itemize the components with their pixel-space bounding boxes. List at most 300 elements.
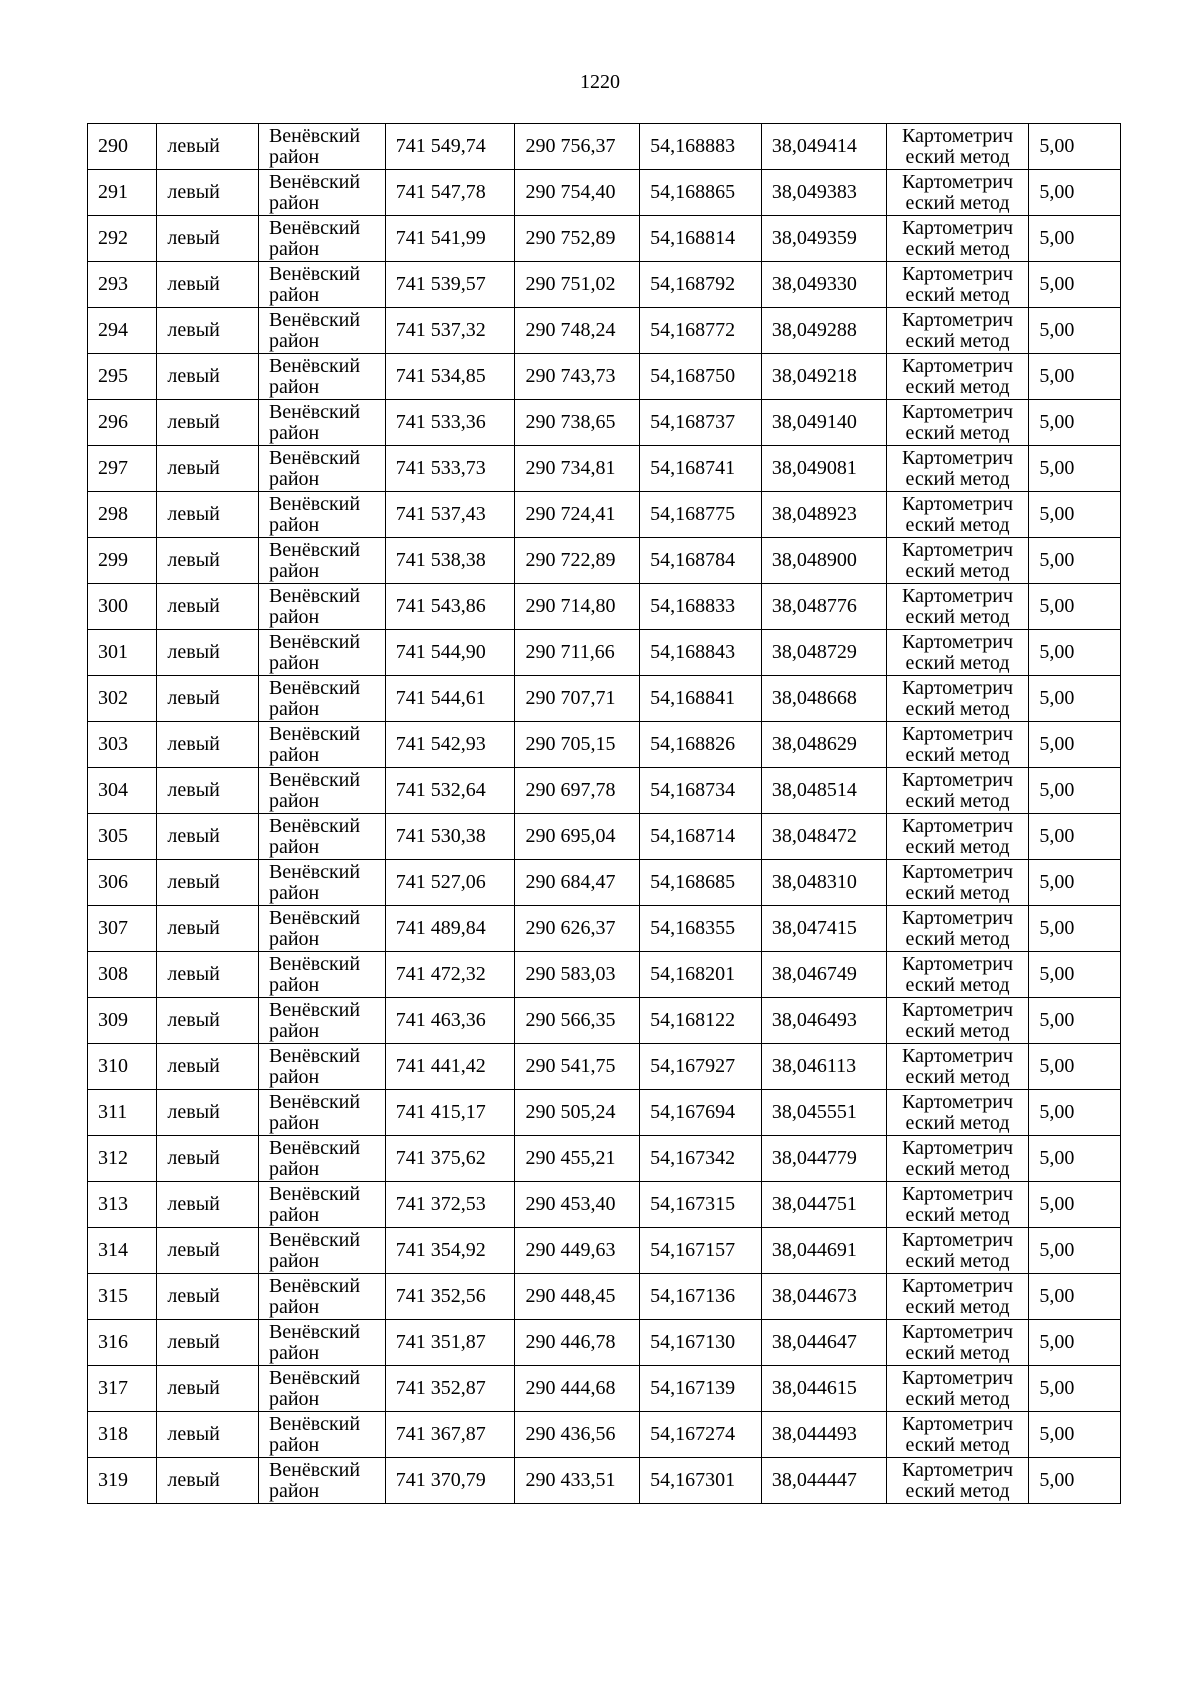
point-number-cell: 302 bbox=[88, 676, 157, 722]
latitude-cell: 54,168355 bbox=[640, 906, 762, 952]
district-cell: Венёвский район bbox=[258, 216, 385, 262]
side-cell: левый bbox=[157, 814, 259, 860]
latitude-cell: 54,168741 bbox=[640, 446, 762, 492]
method-cell: Картометрич еский метод bbox=[886, 538, 1029, 584]
side-cell: левый bbox=[157, 1274, 259, 1320]
longitude-cell: 38,048923 bbox=[761, 492, 886, 538]
longitude-cell: 38,045551 bbox=[761, 1090, 886, 1136]
table-row bbox=[88, 170, 1121, 216]
point-number-cell: 319 bbox=[88, 1458, 157, 1504]
point-number-cell: 291 bbox=[88, 170, 157, 216]
y-coordinate-cell: 290 724,41 bbox=[515, 492, 640, 538]
longitude-cell: 38,044691 bbox=[761, 1228, 886, 1274]
x-coordinate-cell: 741 538,38 bbox=[385, 538, 515, 584]
table-row bbox=[88, 630, 1121, 676]
y-coordinate-cell: 290 436,56 bbox=[515, 1412, 640, 1458]
side-cell: левый bbox=[157, 1136, 259, 1182]
accuracy-cell: 5,00 bbox=[1029, 676, 1121, 722]
side-cell: левый bbox=[157, 952, 259, 998]
district-cell: Венёвский район bbox=[258, 998, 385, 1044]
longitude-cell: 38,046493 bbox=[761, 998, 886, 1044]
latitude-cell: 54,167157 bbox=[640, 1228, 762, 1274]
accuracy-cell: 5,00 bbox=[1029, 952, 1121, 998]
y-coordinate-cell: 290 444,68 bbox=[515, 1366, 640, 1412]
latitude-cell: 54,167315 bbox=[640, 1182, 762, 1228]
accuracy-cell: 5,00 bbox=[1029, 1136, 1121, 1182]
side-cell: левый bbox=[157, 1458, 259, 1504]
method-cell: Картометрич еский метод bbox=[886, 1274, 1029, 1320]
district-cell: Венёвский район bbox=[258, 1320, 385, 1366]
longitude-cell: 38,044493 bbox=[761, 1412, 886, 1458]
point-number-cell: 314 bbox=[88, 1228, 157, 1274]
longitude-cell: 38,049081 bbox=[761, 446, 886, 492]
accuracy-cell: 5,00 bbox=[1029, 1458, 1121, 1504]
y-coordinate-cell: 290 738,65 bbox=[515, 400, 640, 446]
side-cell: левый bbox=[157, 1090, 259, 1136]
latitude-cell: 54,167927 bbox=[640, 1044, 762, 1090]
x-coordinate-cell: 741 530,38 bbox=[385, 814, 515, 860]
point-number-cell: 311 bbox=[88, 1090, 157, 1136]
method-cell: Картометрич еский метод bbox=[886, 768, 1029, 814]
longitude-cell: 38,049359 bbox=[761, 216, 886, 262]
accuracy-cell: 5,00 bbox=[1029, 722, 1121, 768]
method-cell: Картометрич еский метод bbox=[886, 354, 1029, 400]
method-cell: Картометрич еский метод bbox=[886, 1366, 1029, 1412]
method-cell: Картометрич еский метод bbox=[886, 1044, 1029, 1090]
method-cell: Картометрич еский метод bbox=[886, 1136, 1029, 1182]
point-number-cell: 312 bbox=[88, 1136, 157, 1182]
longitude-cell: 38,046749 bbox=[761, 952, 886, 998]
x-coordinate-cell: 741 370,79 bbox=[385, 1458, 515, 1504]
side-cell: левый bbox=[157, 538, 259, 584]
table-row bbox=[88, 1366, 1121, 1412]
table-row bbox=[88, 584, 1121, 630]
latitude-cell: 54,168784 bbox=[640, 538, 762, 584]
point-number-cell: 317 bbox=[88, 1366, 157, 1412]
district-cell: Венёвский район bbox=[258, 1136, 385, 1182]
point-number-cell: 301 bbox=[88, 630, 157, 676]
y-coordinate-cell: 290 449,63 bbox=[515, 1228, 640, 1274]
x-coordinate-cell: 741 354,92 bbox=[385, 1228, 515, 1274]
latitude-cell: 54,168685 bbox=[640, 860, 762, 906]
side-cell: левый bbox=[157, 860, 259, 906]
table-row bbox=[88, 492, 1121, 538]
side-cell: левый bbox=[157, 1228, 259, 1274]
point-number-cell: 308 bbox=[88, 952, 157, 998]
side-cell: левый bbox=[157, 446, 259, 492]
side-cell: левый bbox=[157, 768, 259, 814]
table-row bbox=[88, 538, 1121, 584]
table-row bbox=[88, 400, 1121, 446]
x-coordinate-cell: 741 547,78 bbox=[385, 170, 515, 216]
method-cell: Картометрич еский метод bbox=[886, 860, 1029, 906]
table-row bbox=[88, 906, 1121, 952]
accuracy-cell: 5,00 bbox=[1029, 860, 1121, 906]
accuracy-cell: 5,00 bbox=[1029, 1412, 1121, 1458]
table-row bbox=[88, 1412, 1121, 1458]
district-cell: Венёвский район bbox=[258, 768, 385, 814]
district-cell: Венёвский район bbox=[258, 1274, 385, 1320]
latitude-cell: 54,167694 bbox=[640, 1090, 762, 1136]
latitude-cell: 54,168826 bbox=[640, 722, 762, 768]
x-coordinate-cell: 741 543,86 bbox=[385, 584, 515, 630]
longitude-cell: 38,049288 bbox=[761, 308, 886, 354]
district-cell: Венёвский район bbox=[258, 170, 385, 216]
side-cell: левый bbox=[157, 354, 259, 400]
method-cell: Картометрич еский метод bbox=[886, 170, 1029, 216]
district-cell: Венёвский район bbox=[258, 1366, 385, 1412]
x-coordinate-cell: 741 541,99 bbox=[385, 216, 515, 262]
longitude-cell: 38,044673 bbox=[761, 1274, 886, 1320]
x-coordinate-cell: 741 544,90 bbox=[385, 630, 515, 676]
point-number-cell: 295 bbox=[88, 354, 157, 400]
district-cell: Венёвский район bbox=[258, 308, 385, 354]
table-row bbox=[88, 676, 1121, 722]
y-coordinate-cell: 290 455,21 bbox=[515, 1136, 640, 1182]
latitude-cell: 54,168750 bbox=[640, 354, 762, 400]
point-number-cell: 299 bbox=[88, 538, 157, 584]
x-coordinate-cell: 741 533,36 bbox=[385, 400, 515, 446]
side-cell: левый bbox=[157, 676, 259, 722]
latitude-cell: 54,167136 bbox=[640, 1274, 762, 1320]
table-row bbox=[88, 998, 1121, 1044]
accuracy-cell: 5,00 bbox=[1029, 262, 1121, 308]
point-number-cell: 303 bbox=[88, 722, 157, 768]
x-coordinate-cell: 741 549,74 bbox=[385, 124, 515, 170]
district-cell: Венёвский район bbox=[258, 262, 385, 308]
accuracy-cell: 5,00 bbox=[1029, 814, 1121, 860]
method-cell: Картометрич еский метод bbox=[886, 952, 1029, 998]
coordinates-table bbox=[87, 123, 1121, 1504]
district-cell: Венёвский район bbox=[258, 400, 385, 446]
table-row bbox=[88, 1136, 1121, 1182]
y-coordinate-cell: 290 697,78 bbox=[515, 768, 640, 814]
district-cell: Венёвский район bbox=[258, 906, 385, 952]
longitude-cell: 38,049218 bbox=[761, 354, 886, 400]
latitude-cell: 54,168792 bbox=[640, 262, 762, 308]
district-cell: Венёвский район bbox=[258, 952, 385, 998]
longitude-cell: 38,048900 bbox=[761, 538, 886, 584]
y-coordinate-cell: 290 695,04 bbox=[515, 814, 640, 860]
accuracy-cell: 5,00 bbox=[1029, 1320, 1121, 1366]
latitude-cell: 54,167301 bbox=[640, 1458, 762, 1504]
y-coordinate-cell: 290 448,45 bbox=[515, 1274, 640, 1320]
longitude-cell: 38,049414 bbox=[761, 124, 886, 170]
table-row bbox=[88, 354, 1121, 400]
table-row bbox=[88, 446, 1121, 492]
district-cell: Венёвский район bbox=[258, 124, 385, 170]
table-row bbox=[88, 722, 1121, 768]
longitude-cell: 38,049140 bbox=[761, 400, 886, 446]
method-cell: Картометрич еский метод bbox=[886, 1228, 1029, 1274]
point-number-cell: 309 bbox=[88, 998, 157, 1044]
latitude-cell: 54,168865 bbox=[640, 170, 762, 216]
longitude-cell: 38,049383 bbox=[761, 170, 886, 216]
latitude-cell: 54,168841 bbox=[640, 676, 762, 722]
y-coordinate-cell: 290 722,89 bbox=[515, 538, 640, 584]
x-coordinate-cell: 741 534,85 bbox=[385, 354, 515, 400]
y-coordinate-cell: 290 751,02 bbox=[515, 262, 640, 308]
accuracy-cell: 5,00 bbox=[1029, 446, 1121, 492]
table-row bbox=[88, 1090, 1121, 1136]
district-cell: Венёвский район bbox=[258, 860, 385, 906]
side-cell: левый bbox=[157, 492, 259, 538]
district-cell: Венёвский район bbox=[258, 538, 385, 584]
table-row bbox=[88, 768, 1121, 814]
point-number-cell: 310 bbox=[88, 1044, 157, 1090]
latitude-cell: 54,168833 bbox=[640, 584, 762, 630]
x-coordinate-cell: 741 527,06 bbox=[385, 860, 515, 906]
district-cell: Венёвский район bbox=[258, 1412, 385, 1458]
point-number-cell: 297 bbox=[88, 446, 157, 492]
accuracy-cell: 5,00 bbox=[1029, 998, 1121, 1044]
accuracy-cell: 5,00 bbox=[1029, 584, 1121, 630]
side-cell: левый bbox=[157, 262, 259, 308]
district-cell: Венёвский район bbox=[258, 492, 385, 538]
x-coordinate-cell: 741 367,87 bbox=[385, 1412, 515, 1458]
district-cell: Венёвский район bbox=[258, 676, 385, 722]
longitude-cell: 38,044447 bbox=[761, 1458, 886, 1504]
longitude-cell: 38,048668 bbox=[761, 676, 886, 722]
longitude-cell: 38,046113 bbox=[761, 1044, 886, 1090]
accuracy-cell: 5,00 bbox=[1029, 1182, 1121, 1228]
accuracy-cell: 5,00 bbox=[1029, 1366, 1121, 1412]
table-row bbox=[88, 308, 1121, 354]
latitude-cell: 54,167274 bbox=[640, 1412, 762, 1458]
side-cell: левый bbox=[157, 998, 259, 1044]
table-row bbox=[88, 1458, 1121, 1504]
side-cell: левый bbox=[157, 124, 259, 170]
y-coordinate-cell: 290 707,71 bbox=[515, 676, 640, 722]
x-coordinate-cell: 741 351,87 bbox=[385, 1320, 515, 1366]
longitude-cell: 38,044751 bbox=[761, 1182, 886, 1228]
district-cell: Венёвский район bbox=[258, 446, 385, 492]
point-number-cell: 316 bbox=[88, 1320, 157, 1366]
x-coordinate-cell: 741 532,64 bbox=[385, 768, 515, 814]
latitude-cell: 54,168814 bbox=[640, 216, 762, 262]
latitude-cell: 54,168737 bbox=[640, 400, 762, 446]
latitude-cell: 54,167130 bbox=[640, 1320, 762, 1366]
latitude-cell: 54,167139 bbox=[640, 1366, 762, 1412]
y-coordinate-cell: 290 756,37 bbox=[515, 124, 640, 170]
latitude-cell: 54,168775 bbox=[640, 492, 762, 538]
method-cell: Картометрич еский метод bbox=[886, 1320, 1029, 1366]
side-cell: левый bbox=[157, 216, 259, 262]
table-row bbox=[88, 860, 1121, 906]
point-number-cell: 292 bbox=[88, 216, 157, 262]
side-cell: левый bbox=[157, 584, 259, 630]
x-coordinate-cell: 741 533,73 bbox=[385, 446, 515, 492]
point-number-cell: 307 bbox=[88, 906, 157, 952]
side-cell: левый bbox=[157, 906, 259, 952]
y-coordinate-cell: 290 566,35 bbox=[515, 998, 640, 1044]
side-cell: левый bbox=[157, 630, 259, 676]
longitude-cell: 38,048729 bbox=[761, 630, 886, 676]
x-coordinate-cell: 741 472,32 bbox=[385, 952, 515, 998]
side-cell: левый bbox=[157, 400, 259, 446]
accuracy-cell: 5,00 bbox=[1029, 124, 1121, 170]
district-cell: Венёвский район bbox=[258, 354, 385, 400]
point-number-cell: 304 bbox=[88, 768, 157, 814]
method-cell: Картометрич еский метод bbox=[886, 216, 1029, 262]
longitude-cell: 38,049330 bbox=[761, 262, 886, 308]
side-cell: левый bbox=[157, 722, 259, 768]
table-row bbox=[88, 124, 1121, 170]
longitude-cell: 38,048629 bbox=[761, 722, 886, 768]
table-row bbox=[88, 1182, 1121, 1228]
table-row bbox=[88, 1228, 1121, 1274]
x-coordinate-cell: 741 375,62 bbox=[385, 1136, 515, 1182]
point-number-cell: 305 bbox=[88, 814, 157, 860]
table-row bbox=[88, 1320, 1121, 1366]
district-cell: Венёвский район bbox=[258, 1182, 385, 1228]
point-number-cell: 318 bbox=[88, 1412, 157, 1458]
x-coordinate-cell: 741 542,93 bbox=[385, 722, 515, 768]
y-coordinate-cell: 290 711,66 bbox=[515, 630, 640, 676]
x-coordinate-cell: 741 489,84 bbox=[385, 906, 515, 952]
method-cell: Картометрич еский метод bbox=[886, 1182, 1029, 1228]
y-coordinate-cell: 290 453,40 bbox=[515, 1182, 640, 1228]
point-number-cell: 306 bbox=[88, 860, 157, 906]
point-number-cell: 296 bbox=[88, 400, 157, 446]
method-cell: Картометрич еский метод bbox=[886, 722, 1029, 768]
table-row bbox=[88, 216, 1121, 262]
y-coordinate-cell: 290 752,89 bbox=[515, 216, 640, 262]
accuracy-cell: 5,00 bbox=[1029, 170, 1121, 216]
y-coordinate-cell: 290 743,73 bbox=[515, 354, 640, 400]
accuracy-cell: 5,00 bbox=[1029, 906, 1121, 952]
point-number-cell: 298 bbox=[88, 492, 157, 538]
table-row bbox=[88, 1044, 1121, 1090]
page-number: 1220 bbox=[580, 71, 620, 93]
y-coordinate-cell: 290 505,24 bbox=[515, 1090, 640, 1136]
district-cell: Венёвский район bbox=[258, 1090, 385, 1136]
method-cell: Картометрич еский метод bbox=[886, 262, 1029, 308]
latitude-cell: 54,168122 bbox=[640, 998, 762, 1044]
y-coordinate-cell: 290 446,78 bbox=[515, 1320, 640, 1366]
x-coordinate-cell: 741 537,43 bbox=[385, 492, 515, 538]
point-number-cell: 294 bbox=[88, 308, 157, 354]
method-cell: Картометрич еский метод bbox=[886, 124, 1029, 170]
x-coordinate-cell: 741 463,36 bbox=[385, 998, 515, 1044]
method-cell: Картометрич еский метод bbox=[886, 400, 1029, 446]
district-cell: Венёвский район bbox=[258, 1458, 385, 1504]
longitude-cell: 38,048514 bbox=[761, 768, 886, 814]
method-cell: Картометрич еский метод bbox=[886, 906, 1029, 952]
side-cell: левый bbox=[157, 1366, 259, 1412]
x-coordinate-cell: 741 544,61 bbox=[385, 676, 515, 722]
latitude-cell: 54,168843 bbox=[640, 630, 762, 676]
method-cell: Картометрич еский метод bbox=[886, 676, 1029, 722]
accuracy-cell: 5,00 bbox=[1029, 354, 1121, 400]
longitude-cell: 38,048776 bbox=[761, 584, 886, 630]
coordinates-table-body bbox=[88, 124, 1121, 1504]
side-cell: левый bbox=[157, 170, 259, 216]
district-cell: Венёвский район bbox=[258, 630, 385, 676]
method-cell: Картометрич еский метод bbox=[886, 308, 1029, 354]
method-cell: Картометрич еский метод bbox=[886, 998, 1029, 1044]
y-coordinate-cell: 290 705,15 bbox=[515, 722, 640, 768]
latitude-cell: 54,167342 bbox=[640, 1136, 762, 1182]
side-cell: левый bbox=[157, 308, 259, 354]
y-coordinate-cell: 290 734,81 bbox=[515, 446, 640, 492]
accuracy-cell: 5,00 bbox=[1029, 216, 1121, 262]
method-cell: Картометрич еский метод bbox=[886, 814, 1029, 860]
longitude-cell: 38,044647 bbox=[761, 1320, 886, 1366]
y-coordinate-cell: 290 626,37 bbox=[515, 906, 640, 952]
latitude-cell: 54,168714 bbox=[640, 814, 762, 860]
accuracy-cell: 5,00 bbox=[1029, 768, 1121, 814]
x-coordinate-cell: 741 537,32 bbox=[385, 308, 515, 354]
side-cell: левый bbox=[157, 1412, 259, 1458]
accuracy-cell: 5,00 bbox=[1029, 308, 1121, 354]
point-number-cell: 293 bbox=[88, 262, 157, 308]
y-coordinate-cell: 290 714,80 bbox=[515, 584, 640, 630]
y-coordinate-cell: 290 754,40 bbox=[515, 170, 640, 216]
x-coordinate-cell: 741 539,57 bbox=[385, 262, 515, 308]
x-coordinate-cell: 741 352,87 bbox=[385, 1366, 515, 1412]
method-cell: Картометрич еский метод bbox=[886, 630, 1029, 676]
accuracy-cell: 5,00 bbox=[1029, 1090, 1121, 1136]
accuracy-cell: 5,00 bbox=[1029, 1274, 1121, 1320]
latitude-cell: 54,168201 bbox=[640, 952, 762, 998]
longitude-cell: 38,044615 bbox=[761, 1366, 886, 1412]
y-coordinate-cell: 290 583,03 bbox=[515, 952, 640, 998]
method-cell: Картометрич еский метод bbox=[886, 492, 1029, 538]
method-cell: Картометрич еский метод bbox=[886, 446, 1029, 492]
accuracy-cell: 5,00 bbox=[1029, 400, 1121, 446]
accuracy-cell: 5,00 bbox=[1029, 492, 1121, 538]
side-cell: левый bbox=[157, 1182, 259, 1228]
x-coordinate-cell: 741 352,56 bbox=[385, 1274, 515, 1320]
district-cell: Венёвский район bbox=[258, 584, 385, 630]
district-cell: Венёвский район bbox=[258, 814, 385, 860]
longitude-cell: 38,048310 bbox=[761, 860, 886, 906]
district-cell: Венёвский район bbox=[258, 722, 385, 768]
method-cell: Картометрич еский метод bbox=[886, 1412, 1029, 1458]
side-cell: левый bbox=[157, 1320, 259, 1366]
method-cell: Картометрич еский метод bbox=[886, 1458, 1029, 1504]
y-coordinate-cell: 290 684,47 bbox=[515, 860, 640, 906]
table-row bbox=[88, 814, 1121, 860]
table-row bbox=[88, 262, 1121, 308]
x-coordinate-cell: 741 372,53 bbox=[385, 1182, 515, 1228]
longitude-cell: 38,044779 bbox=[761, 1136, 886, 1182]
side-cell: левый bbox=[157, 1044, 259, 1090]
latitude-cell: 54,168734 bbox=[640, 768, 762, 814]
accuracy-cell: 5,00 bbox=[1029, 1044, 1121, 1090]
x-coordinate-cell: 741 441,42 bbox=[385, 1044, 515, 1090]
method-cell: Картометрич еский метод bbox=[886, 584, 1029, 630]
y-coordinate-cell: 290 433,51 bbox=[515, 1458, 640, 1504]
point-number-cell: 290 bbox=[88, 124, 157, 170]
method-cell: Картометрич еский метод bbox=[886, 1090, 1029, 1136]
point-number-cell: 300 bbox=[88, 584, 157, 630]
x-coordinate-cell: 741 415,17 bbox=[385, 1090, 515, 1136]
district-cell: Венёвский район bbox=[258, 1044, 385, 1090]
longitude-cell: 38,048472 bbox=[761, 814, 886, 860]
point-number-cell: 313 bbox=[88, 1182, 157, 1228]
y-coordinate-cell: 290 541,75 bbox=[515, 1044, 640, 1090]
point-number-cell: 315 bbox=[88, 1274, 157, 1320]
table-row bbox=[88, 952, 1121, 998]
accuracy-cell: 5,00 bbox=[1029, 538, 1121, 584]
latitude-cell: 54,168883 bbox=[640, 124, 762, 170]
district-cell: Венёвский район bbox=[258, 1228, 385, 1274]
table-row bbox=[88, 1274, 1121, 1320]
accuracy-cell: 5,00 bbox=[1029, 630, 1121, 676]
accuracy-cell: 5,00 bbox=[1029, 1228, 1121, 1274]
